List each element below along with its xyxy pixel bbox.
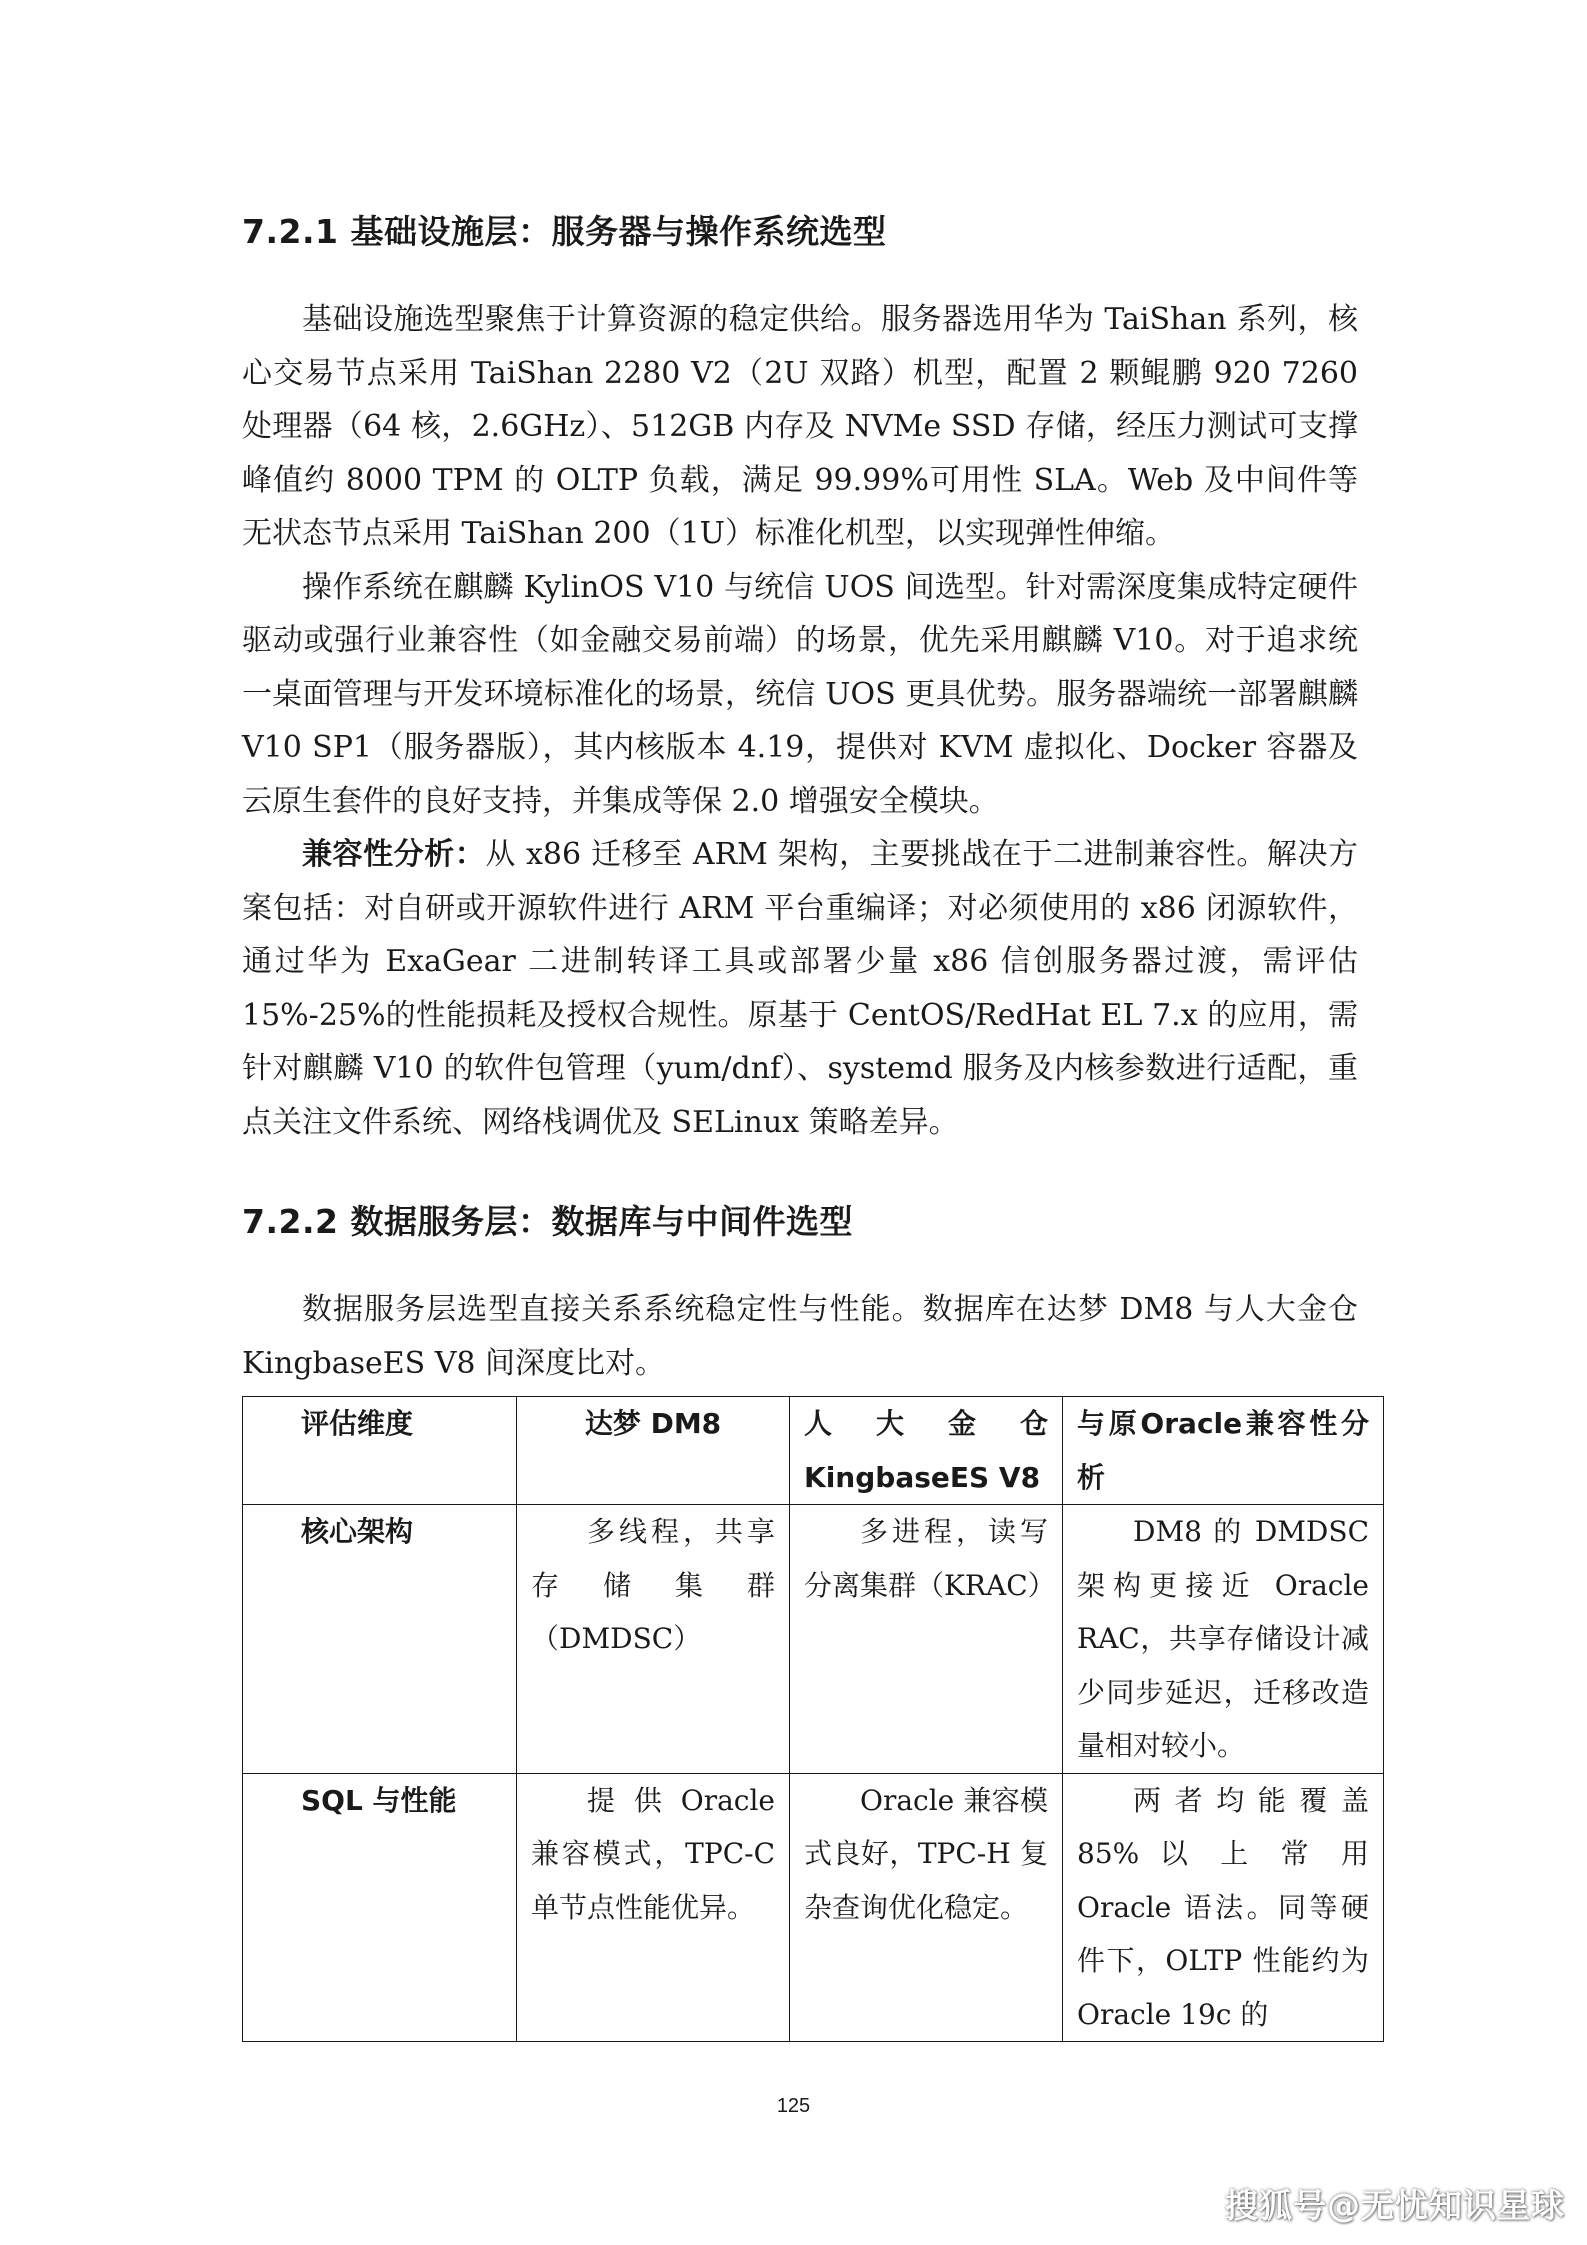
compatibility-analysis-text: 从 x86 迁移至 ARM 架构，主要挑战在于二进制兼容性。解决方案包括：对自研或开源软件进行 ARM 平台重编译；对必须使用的 x86 闭源软件，通过华为 ExaGear 二进制转译工具或部署少量 x86 信创服务器过渡，需评估 15%-25%的性能损耗及授权合规性。原基于 CentOS/RedHat EL 7.x 的应用，需针对麒麟 V10 的软件包管理（yum/dnf）、systemd 服务及内核参数进行适配，重点关注文件系统、网络栈调优及 SELinux 策略差异。 [242,837,1358,1140]
header-oracle-compat: 与原Oracle兼容性分析 [1063,1397,1384,1505]
table-header-row [243,1397,1384,1505]
page-content [242,205,1369,2042]
header-dimension: 评估维度 [243,1397,517,1505]
row-oracle-cell: 两者均能覆盖 85% 以 上 常 用 Oracle 语法。同等硬件下，OLTP 性能约为 Oracle 19c 的 [1063,1773,1384,2042]
section-721-heading: 7.2.1 基础设施层：服务器与操作系统选型 [242,212,887,251]
section-721-paragraph-3 [242,828,1358,1149]
section-722-paragraph-1: 数据服务层选型直接关系系统稳定性与性能。数据库在达梦 DM8 与人大金仓 KingbaseES V8 间深度比对。 [242,1292,1358,1381]
page-number: 125 [776,2095,811,2117]
table-row [243,1773,1384,2042]
table-row [243,1505,1384,1774]
header-dm8: 达梦 DM8 [517,1397,790,1505]
compatibility-analysis-lead: 兼容性分析： [302,837,486,872]
row-kingbase-cell: 多进程，读写分离集群（KRAC） [790,1505,1063,1774]
row-kingbase-cell: Oracle 兼容模式良好，TPC-H 复杂查询优化稳定。 [790,1773,1063,2042]
source-watermark: 搜狐号@无忧知识星球 [1225,2186,1565,2225]
row-dm8-cell: 多线程，共享存储集群（DMDSC） [517,1505,790,1774]
section-722-heading: 7.2.2 数据服务层：数据库与中间件选型 [242,1202,853,1241]
row-dimension: 核心架构 [243,1505,517,1774]
section-721-paragraph-2: 操作系统在麒麟 KylinOS V10 与统信 UOS 间选型。针对需深度集成特定硬件驱动或强行业兼容性（如金融交易前端）的场景，优先采用麒麟 V10。对于追求统一桌面管理与开发环境标准化的场景，统信 UOS 更具优势。服务器端统一部署麒麟 V10 SP1（服务器版），其内核版本 4.19，提供对 KVM 虚拟化、Docker 容器及云原生套件的良好支持，并集成等保 2.0 增强安全模块。 [242,569,1358,819]
header-kingbase: 人 大 金 仓 KingbaseES V8 [790,1397,1063,1505]
row-dimension: SQL 与性能 [243,1773,517,2042]
row-dm8-cell: 提 供 Oracle 兼容模式，TPC-C 单节点性能优异。 [517,1773,790,2042]
row-oracle-cell: DM8 的 DMDSC 架构更接近 Oracle RAC，共享存储设计减少同步延迟，迁移改造量相对较小。 [1063,1505,1384,1774]
section-721-paragraph-1: 基础设施选型聚焦于计算资源的稳定供给。服务器选用华为 TaiShan 系列，核心交易节点采用 TaiShan 2280 V2（2U 双路）机型，配置 2 颗鲲鹏 920 7260 处理器（64 核，2.6GHz）、512GB 内存及 NVMe SSD 存储，经压力测试可支撑峰值约 8000 TPM 的 OLTP 负载，满足 99.99%可用性 SLA。Web 及中间件等无状态节点采用 TaiShan 200（1U）标准化机型，以实现弹性伸缩。 [242,302,1358,551]
database-comparison-table [242,1396,1384,2042]
